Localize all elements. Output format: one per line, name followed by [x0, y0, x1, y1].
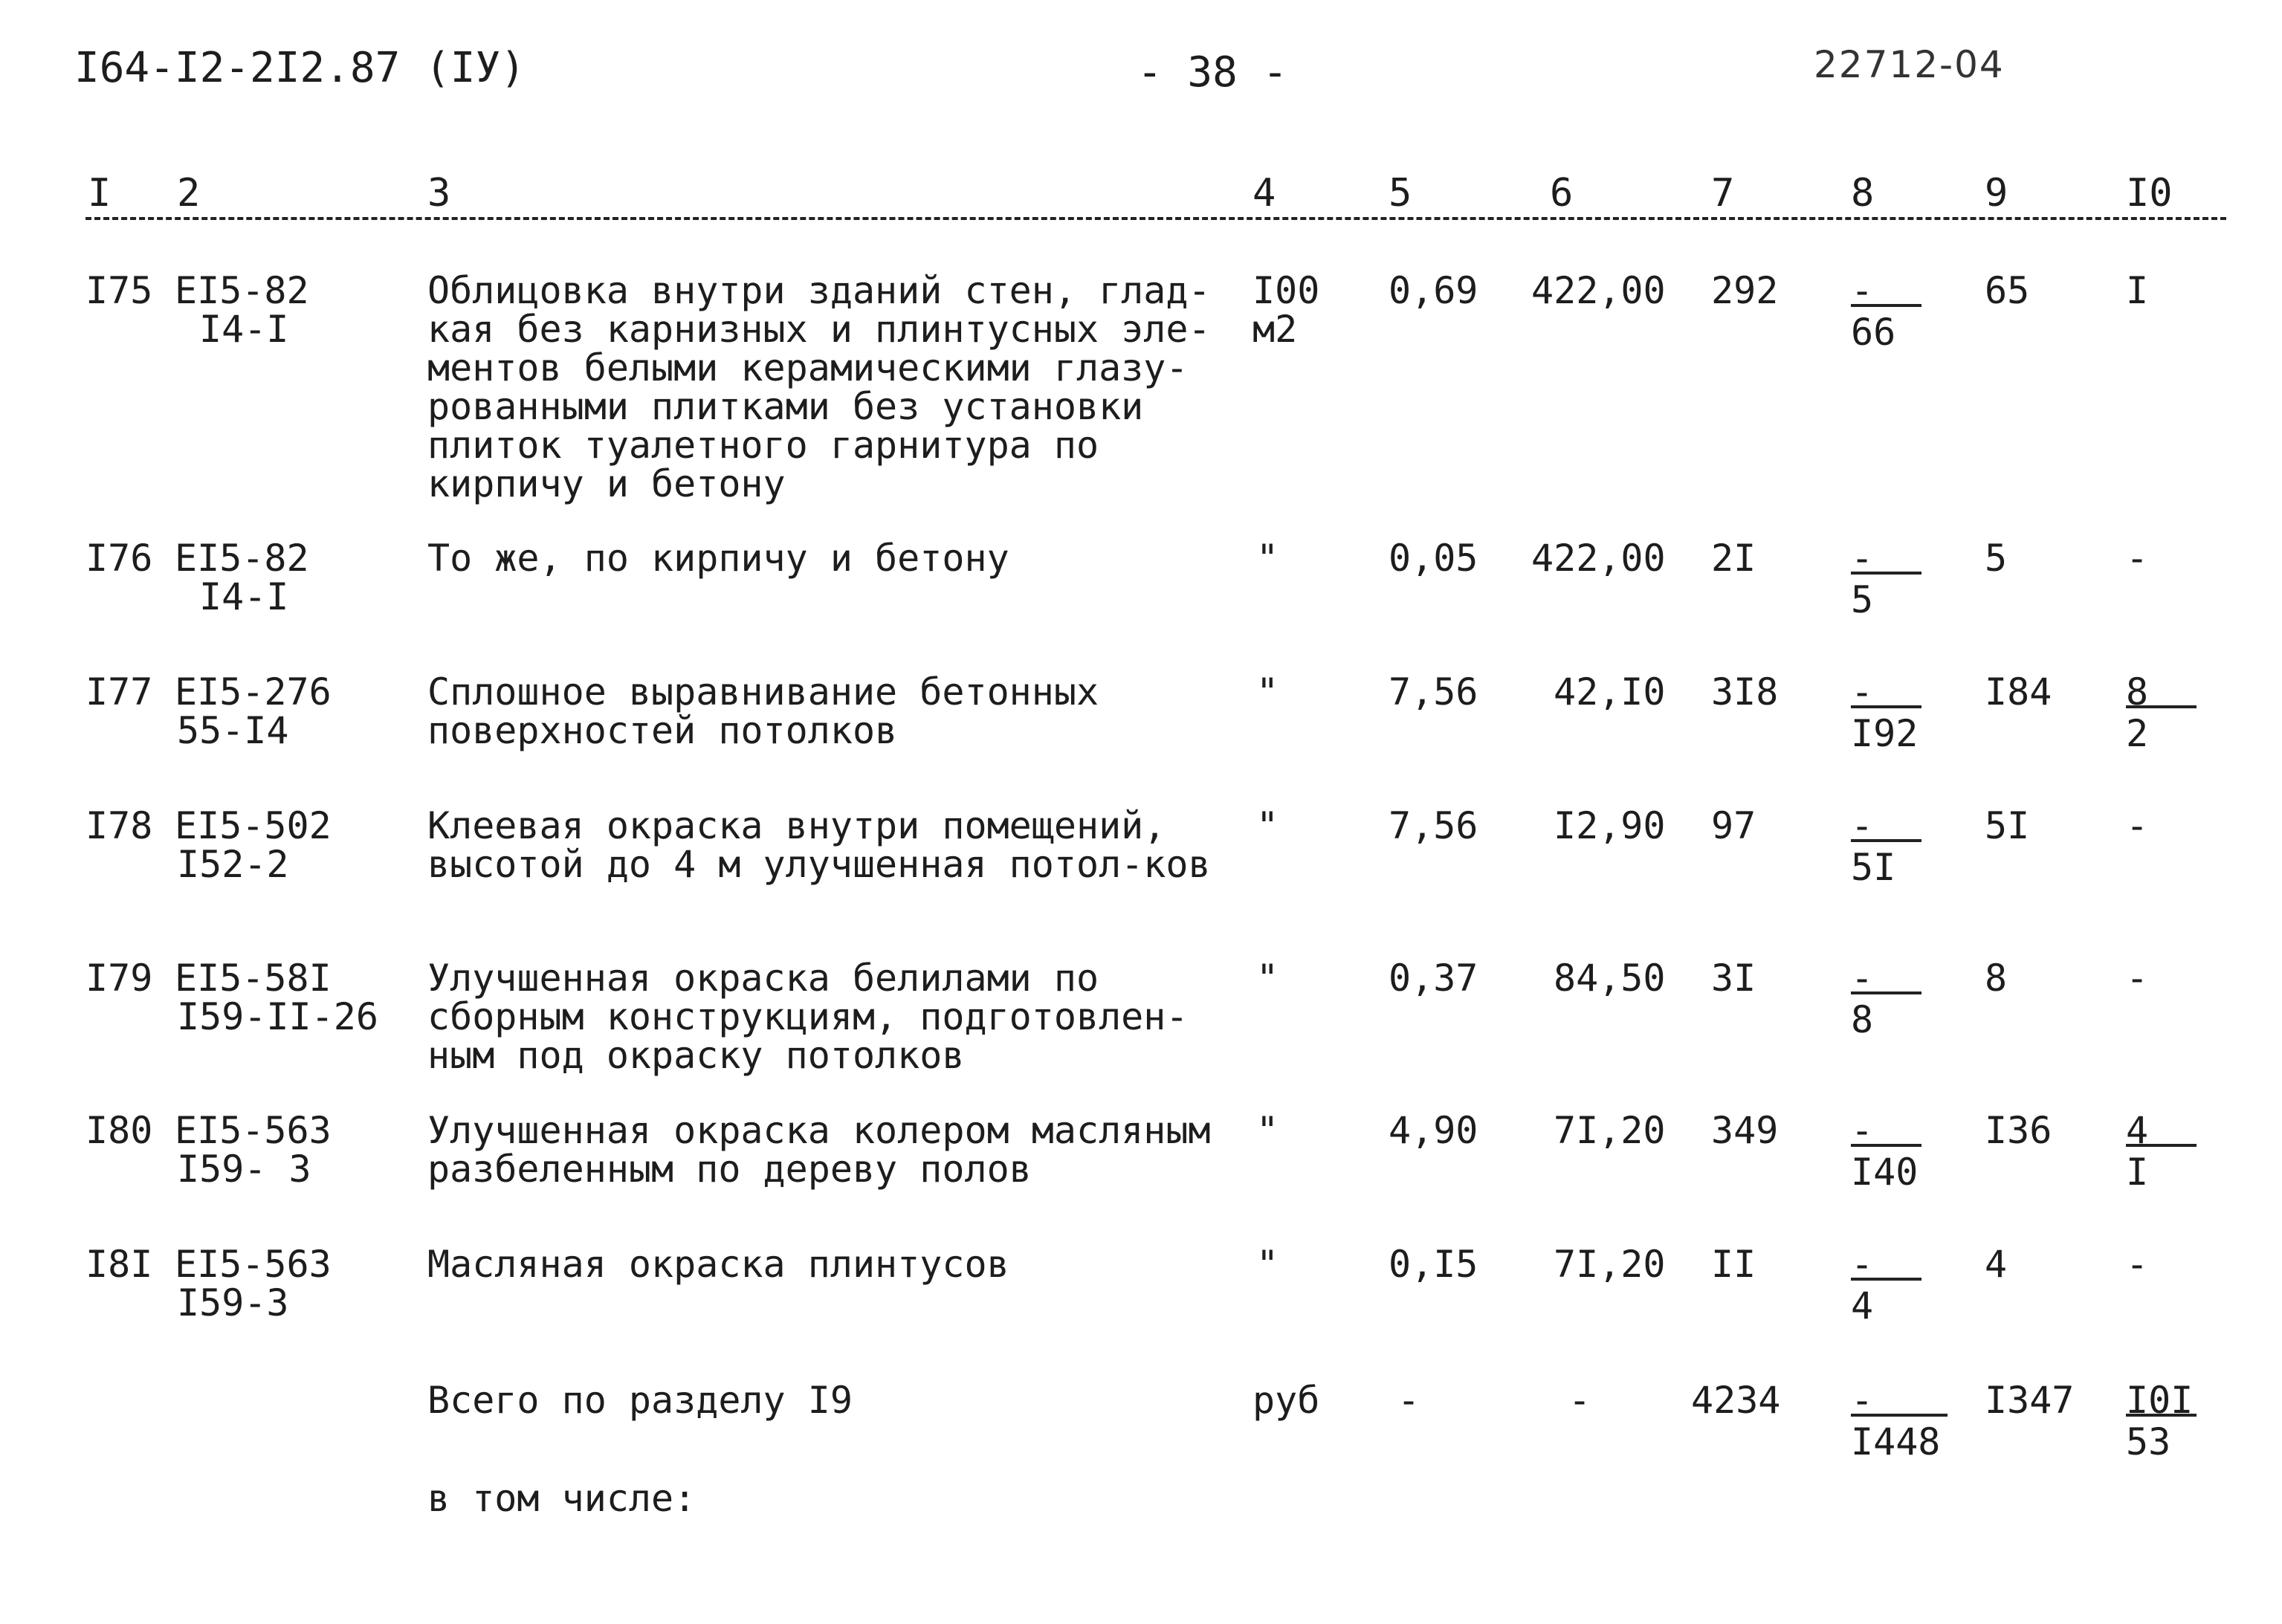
- row-unit: ": [1256, 1243, 1279, 1286]
- row-quantity: 0,69: [1389, 269, 1478, 312]
- handwritten-number: 22712-04: [1814, 43, 2005, 86]
- row-col9: 4: [1985, 1243, 2008, 1286]
- page-number: - 38 -: [1137, 48, 1288, 97]
- row-number: I75: [85, 269, 153, 312]
- row-description: То же, по кирпичу и бетону: [427, 537, 1009, 580]
- row-description: Улучшенная окраска колером масляным разбеленным по дереву полов: [427, 1109, 1211, 1191]
- row-unit: ": [1256, 537, 1279, 580]
- column-header-10: I0: [2126, 171, 2173, 216]
- row-code-sub: I59- 3: [177, 1148, 311, 1191]
- col8-numerator: -: [1851, 670, 1874, 714]
- summary-col9: I347: [1985, 1379, 2075, 1422]
- row-unit-sub: м2: [1252, 308, 1298, 351]
- col10-numerator: 8: [2126, 670, 2149, 714]
- row-col10: -: [2126, 537, 2149, 580]
- row-col10: -: [2126, 1243, 2149, 1286]
- row-unit: ": [1256, 957, 1279, 1000]
- row-number: I8I: [85, 1243, 153, 1286]
- row-number: I76: [85, 537, 153, 580]
- row-col9: 5: [1985, 537, 2008, 580]
- column-header-1: I: [88, 171, 111, 216]
- col8-numerator: -: [1851, 537, 1874, 580]
- row-number: I78: [85, 804, 153, 847]
- col8-denominator: 8: [1851, 998, 1874, 1041]
- col8-numerator: -: [1851, 1243, 1874, 1286]
- row-col10-fraction: [2126, 670, 2197, 755]
- row-total: 97: [1711, 804, 1756, 847]
- col8-denominator: 4: [1851, 1284, 1874, 1327]
- row-description: Улучшенная окраска белилами по сборным конструкциям, подготовлен-ным под окраску потолков: [427, 957, 1189, 1077]
- summary-quantity: -: [1397, 1379, 1420, 1422]
- including-label: в том числе:: [427, 1477, 696, 1520]
- col8-numerator: -: [1851, 1379, 1874, 1422]
- row-total: 292: [1711, 269, 1779, 312]
- col10-denominator: 2: [2126, 712, 2149, 755]
- row-code: EI5-563: [175, 1243, 332, 1286]
- col8-denominator: I92: [1851, 712, 1919, 755]
- row-total: 349: [1711, 1109, 1779, 1152]
- row-col8-fraction: [1851, 1109, 1921, 1194]
- col8-denominator: I40: [1851, 1151, 1919, 1194]
- row-col8-fraction: [1851, 1245, 1921, 1325]
- column-header-2: 2: [177, 171, 201, 216]
- col10-denominator: I: [2126, 1151, 2149, 1194]
- row-code: EI5-276: [175, 670, 332, 714]
- column-header-9: 9: [1985, 171, 2008, 216]
- col8-denominator: I448: [1851, 1420, 1941, 1463]
- row-total: 3I: [1711, 957, 1756, 1000]
- row-price: 42,I0: [1554, 670, 1666, 714]
- column-header-6: 6: [1550, 171, 1574, 216]
- col10-numerator: I0I: [2126, 1379, 2194, 1422]
- row-col9: I36: [1985, 1109, 2052, 1152]
- summary-total: 4234: [1691, 1379, 1781, 1422]
- row-col10: -: [2126, 957, 2149, 1000]
- col8-numerator: -: [1851, 269, 1874, 312]
- col8-denominator: 5I: [1851, 846, 1896, 889]
- row-quantity: 4,90: [1389, 1109, 1478, 1152]
- summary-label: Всего по разделу I9: [427, 1379, 853, 1422]
- summary-col8-fraction: [1851, 1381, 1948, 1461]
- row-col9: I84: [1985, 670, 2052, 714]
- row-quantity: 0,37: [1389, 957, 1478, 1000]
- header-rule: [85, 217, 2226, 220]
- row-unit: I00: [1252, 269, 1320, 312]
- row-col10-fraction: [2126, 1109, 2197, 1194]
- row-col8-fraction: [1851, 806, 1921, 887]
- row-unit: ": [1256, 670, 1279, 714]
- row-code-sub: I4-I: [199, 575, 289, 618]
- col8-denominator: 66: [1851, 311, 1896, 354]
- row-description: Масляная окраска плинтусов: [427, 1243, 1009, 1286]
- row-col9: 5I: [1985, 804, 2030, 847]
- row-col9: 65: [1985, 269, 2030, 312]
- row-total: II: [1711, 1243, 1756, 1286]
- row-code-sub: 55-I4: [177, 709, 289, 752]
- row-quantity: 7,56: [1389, 804, 1478, 847]
- col8-numerator: -: [1851, 957, 1874, 1000]
- row-number: I80: [85, 1109, 153, 1152]
- row-quantity: 0,05: [1389, 537, 1478, 580]
- row-code: EI5-502: [175, 804, 332, 847]
- row-col10: I: [2126, 269, 2149, 312]
- row-col8-fraction: [1851, 959, 1921, 1039]
- document-code: I64-I2-2I2.87 (IУ): [74, 44, 526, 92]
- summary-col10-fraction: [2126, 1381, 2197, 1461]
- row-price: 84,50: [1554, 957, 1666, 1000]
- row-description: Облицовка внутри зданий стен, глад-кая без карнизных и плинтусных эле-ментов белыми керамическими глазу-рованными плитками без установки плиток туалетного гарнитура по кирпичу и бетону: [427, 269, 1211, 505]
- row-price: I2,90: [1554, 804, 1666, 847]
- row-total: 3I8: [1711, 670, 1779, 714]
- row-col9: 8: [1985, 957, 2008, 1000]
- row-description: Клеевая окраска внутри помещений, высотой до 4 м улучшенная потол-ков: [427, 804, 1211, 886]
- col8-denominator: 5: [1851, 578, 1874, 621]
- row-unit: ": [1256, 804, 1279, 847]
- row-code: EI5-82: [175, 537, 309, 580]
- row-code-sub: I4-I: [199, 308, 289, 351]
- row-number: I79: [85, 957, 153, 1000]
- row-col8-fraction: [1851, 539, 1921, 619]
- row-quantity: 7,56: [1389, 670, 1478, 714]
- col8-numerator: -: [1851, 1109, 1874, 1152]
- row-code: EI5-82: [175, 269, 309, 312]
- col8-numerator: -: [1851, 804, 1874, 847]
- row-code-sub: I52-2: [177, 843, 289, 886]
- row-code-sub: I59-3: [177, 1281, 289, 1324]
- row-quantity: 0,I5: [1389, 1243, 1478, 1286]
- row-price: 422,00: [1531, 537, 1666, 580]
- row-total: 2I: [1711, 537, 1756, 580]
- row-code: EI5-58I: [175, 957, 332, 1000]
- row-price: 7I,20: [1554, 1109, 1666, 1152]
- col10-numerator: 4: [2126, 1109, 2149, 1152]
- row-col8-fraction: [1851, 271, 1921, 352]
- row-code: EI5-563: [175, 1109, 332, 1152]
- row-col10: -: [2126, 804, 2149, 847]
- column-header-3: 3: [427, 171, 451, 216]
- row-number: I77: [85, 670, 153, 714]
- row-unit: ": [1256, 1109, 1279, 1152]
- row-col8-fraction: [1851, 670, 1921, 755]
- summary-price: -: [1568, 1379, 1591, 1422]
- column-header-7: 7: [1711, 171, 1735, 216]
- column-header-4: 4: [1252, 171, 1276, 216]
- column-header-5: 5: [1389, 171, 1412, 216]
- column-header-8: 8: [1851, 171, 1875, 216]
- row-price: 422,00: [1531, 269, 1666, 312]
- summary-unit: руб: [1252, 1379, 1320, 1422]
- row-price: 7I,20: [1554, 1243, 1666, 1286]
- row-code-sub: I59-II-26: [177, 995, 378, 1038]
- row-description: Сплошное выравнивание бетонных поверхностей потолков: [427, 670, 1099, 752]
- col10-denominator: 53: [2126, 1420, 2171, 1463]
